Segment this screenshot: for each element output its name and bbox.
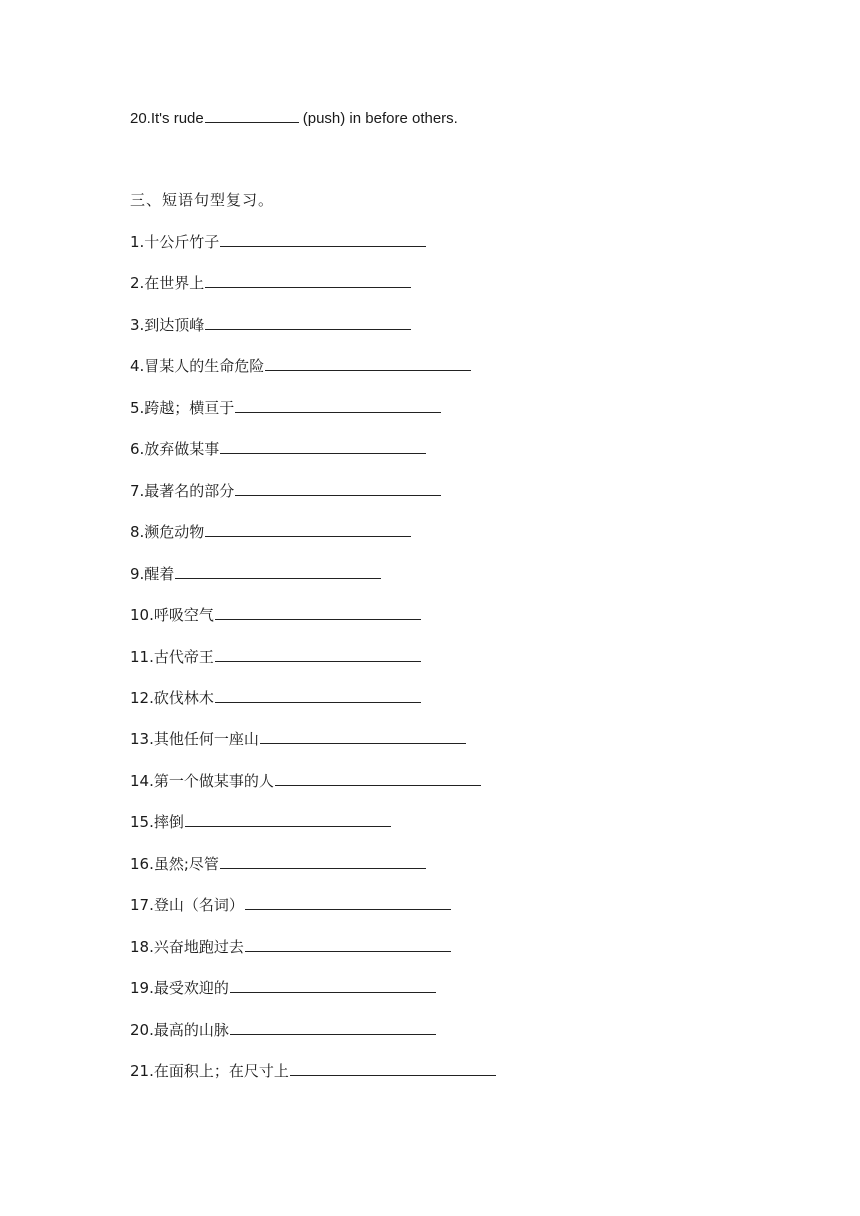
phrase-label: 13.其他任何一座山 [130, 730, 259, 748]
answer-blank[interactable] [220, 232, 426, 247]
phrase-label: 14.第一个做某事的人 [130, 772, 274, 790]
answer-blank[interactable] [215, 647, 421, 662]
answer-blank[interactable] [230, 1020, 436, 1035]
phrase-label: 11.古代帝王 [130, 648, 214, 666]
answer-blank[interactable] [260, 729, 466, 744]
answer-blank[interactable] [205, 273, 411, 288]
answer-blank[interactable] [245, 937, 451, 952]
list-item [130, 647, 421, 667]
list-item [130, 812, 391, 832]
phrase-label: 16.虽然;尽管 [130, 855, 219, 873]
answer-blank[interactable] [235, 398, 441, 413]
phrase-label: 5.跨越；横亘于 [130, 399, 235, 417]
phrase-label: 10.呼吸空气 [130, 606, 214, 624]
list-item [130, 439, 426, 459]
list-item [130, 1020, 436, 1040]
list-item [130, 1061, 496, 1081]
phrase-label: 9.醒着 [130, 565, 175, 583]
list-item [130, 854, 426, 874]
question-20-suffix: (push) in before others. [302, 110, 458, 127]
list-item [130, 729, 466, 749]
phrase-label: 21.在面积上；在尺寸上 [130, 1062, 289, 1080]
phrase-label: 6.放弃做某事 [130, 440, 220, 458]
phrase-label: 7.最著名的部分 [130, 482, 235, 500]
phrase-label: 15.摔倒 [130, 813, 184, 831]
answer-blank[interactable] [185, 812, 391, 827]
list-item [130, 564, 381, 584]
question-20 [130, 108, 458, 129]
phrase-label: 4.冒某人的生命危险 [130, 357, 265, 375]
answer-blank[interactable] [265, 356, 471, 371]
answer-blank[interactable] [235, 481, 441, 496]
list-item [130, 398, 441, 418]
phrase-label: 19.最受欢迎的 [130, 979, 229, 997]
answer-blank[interactable] [215, 688, 421, 703]
answer-blank[interactable] [205, 522, 411, 537]
list-item [130, 273, 411, 293]
list-item [130, 232, 426, 252]
list-item [130, 978, 436, 998]
answer-blank[interactable] [205, 108, 299, 123]
phrase-label: 8.濒危动物 [130, 523, 205, 541]
list-item [130, 605, 421, 625]
answer-blank[interactable] [290, 1061, 496, 1076]
list-item [130, 688, 421, 708]
phrase-label: 3.到达顶峰 [130, 316, 205, 334]
phrase-label: 18.兴奋地跑过去 [130, 938, 244, 956]
phrase-label: 2.在世界上 [130, 274, 205, 292]
section-title: 三、短语句型复习。 [130, 191, 275, 209]
answer-blank[interactable] [220, 439, 426, 454]
answer-blank[interactable] [175, 564, 381, 579]
answer-blank[interactable] [275, 771, 481, 786]
answer-blank[interactable] [245, 895, 451, 910]
list-item [130, 356, 471, 376]
list-item [130, 315, 411, 335]
list-item [130, 522, 411, 542]
answer-blank[interactable] [230, 978, 436, 993]
phrase-label: 20.最高的山脉 [130, 1021, 229, 1039]
answer-blank[interactable] [205, 315, 411, 330]
list-item [130, 937, 451, 957]
list-item [130, 895, 451, 915]
question-20-prefix: 20.It's rude [130, 110, 204, 127]
phrase-label: 12.砍伐林木 [130, 689, 214, 707]
answer-blank[interactable] [220, 854, 426, 869]
phrase-label: 1.十公斤竹子 [130, 233, 220, 251]
answer-blank[interactable] [215, 605, 421, 620]
list-item [130, 771, 481, 791]
list-item [130, 481, 441, 501]
phrase-label: 17.登山（名词） [130, 896, 244, 914]
